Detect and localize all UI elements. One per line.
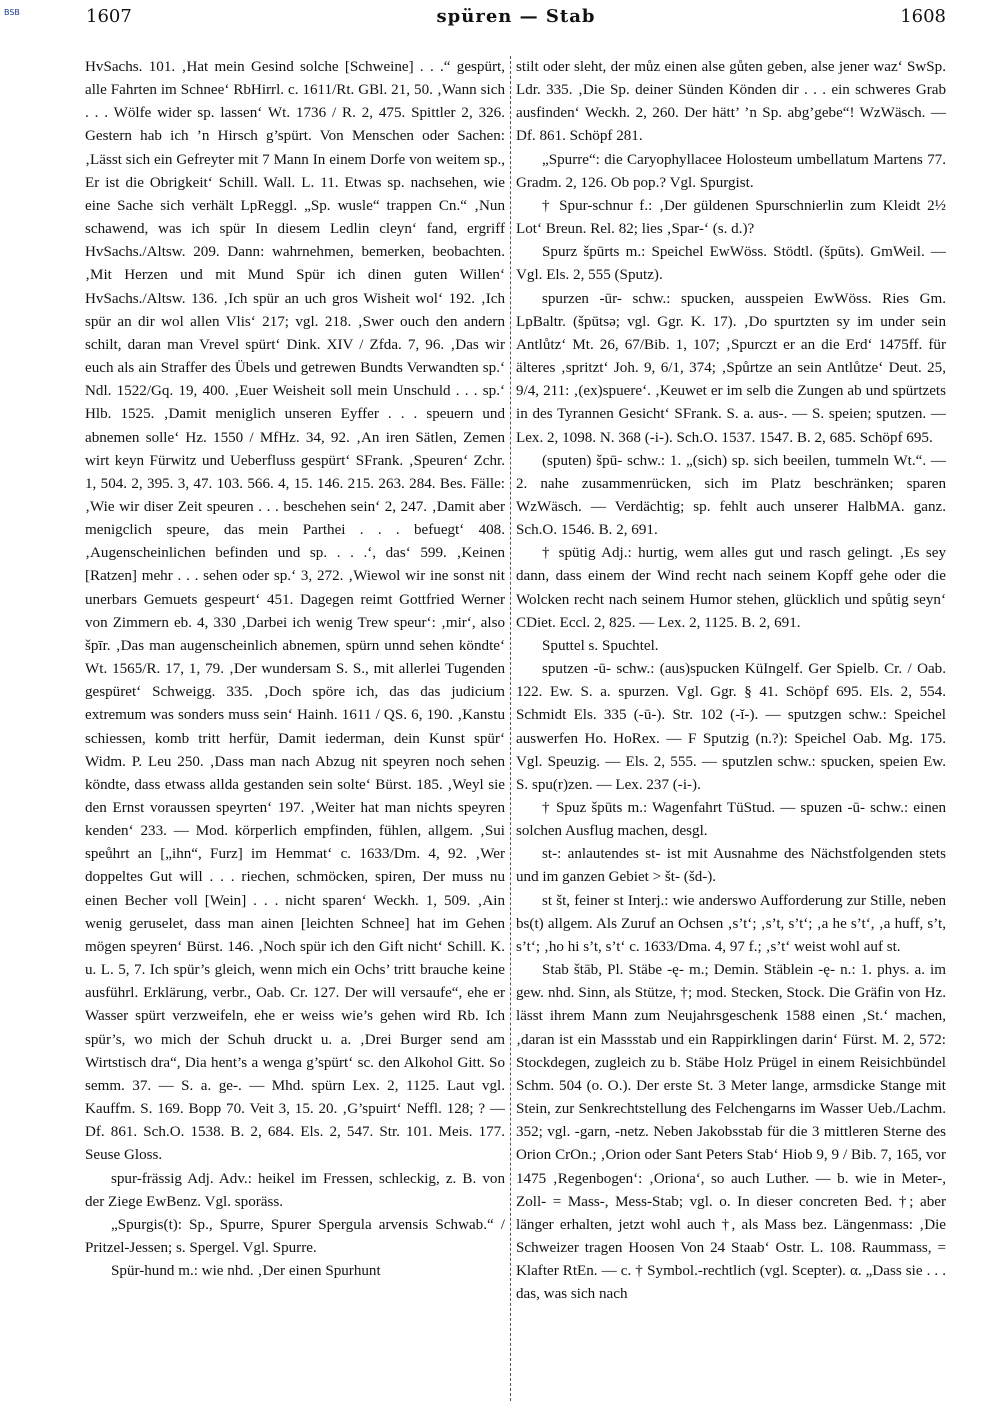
column-divider — [510, 56, 511, 1401]
entry-spuer-hund: Spür-hund m.: wie nhd. ‚Der einen Spurhunt — [111, 1263, 381, 1280]
left-column — [85, 56, 505, 1401]
page-number-left: 1607 — [86, 6, 132, 27]
entry-spurz: Spurz špūrts m.: Speichel EwWöss. Stödtl. (špūts). GmWeil. — Vgl. Els. 2, 555 (Sputz). — [516, 244, 946, 284]
running-title: spüren — Stab — [436, 6, 596, 27]
page-header — [86, 6, 946, 32]
entry-st-prefix: st-: anlautendes st- ist mit Ausnahme des Nächstfolgenden stets und im ganzen Gebiet > št- (šd-). — [516, 846, 946, 886]
library-stamp: BSB — [4, 8, 20, 17]
entry-spuetig: † spütig Adj.: hurtig, wem alles gut und rasch gelingt. ‚Es sey dann, dass einem der Wind recht nach seinem Kopff gehe oder die Wolcken recht nach seinem Humor stehen, glücklich und spůtig seyn‘ CDiet. Eccl. 2, 825. — Lex. 2, 1125. B. 2, 691. — [516, 545, 946, 631]
entry-spurzen: spurzen -ūr- schw.: spucken, ausspeien EwWöss. Ries Gm. LpBaltr. (špūtsə; vgl. Ggr. K. 17). ‚Do spurtzten sy im under sein Antlůtz‘ Mt. 26, 67/Bib. 1, 107; ‚Spurczt er an die Erd‘ 1475ff. für älteres ‚spritzt‘ Joh. 9, 6/1, 374; ‚Spůrtze an sein Antlůtze‘ Deut. 25, 9/4, 211: ‚(ex)spuere‘. ‚Keuwet er im selb die Zungen ab und spürtzets in des Tyrannen Gesicht‘ SFrank. S. a. aus-. — S. speien; sputzen. — Lex. 2, 1098. N. 368 (-i-). Sch.O. 1537. 1547. B. 2, 685. Schöpf 695. — [516, 290, 946, 446]
entry-spueren-continued: HvSachs. 101. ‚Hat mein Gesind solche [Schweine] . . .“ gespürt, alle Fahrten im Schnee‘ RbHirrl. c. 1611/Rt. GBl. 21, 50. ‚Wann sich . . . Wölfe wider sp. lassen‘ Wt. 1736 / R. 2, 475. Spittler 2, 326. Gestern hab ich ’n Hirsch g’spürt. Von Menschen oder Sachen: ‚Lässt sich ein Gefreyter mit 7 Mann In einem Dorfe von weitem sp., Er ist die Obrigkeit‘ Schill. Wall. L. 11. Etwas sp. nachsehen, wie eine Sache sich verhält LpReggl. „Sp. wusle“ trappen Cn.“ ‚Nun schawend, was ich spür In diesem Ledlin cleyn‘ fand, ergriff HvSachs./Altsw. 209. Dann: wahrnehmen, bemerken, beobachten. ‚Mit Herzen und mit Mund Spür ich dinen guten Willen‘ HvSachs./Altsw. 136. ‚Ich spür an uch gros Wisheit wol‘ 192. ‚Ich spür an dir wol allen Vlis‘ 217; vgl. 218. ‚Swer ouch den andern schilt, daran man Vrevel spürt‘ Dink. XIV / Zfda. 7, 96. ‚Das wir euch als ain Straffer des Übels und getrewen Bundts Verwandten sp.‘ Ndl. 1522/Gq. 19, 400. ‚Euer Weisheit soll mein Unschuld . . . sp.‘ Hlb. 1525. ‚Damit meniglich unseren Eyffer . . . speuern und abnemen solle‘ Hz. 1550 / MfHz. 34, 92. ‚An iren Sätlen, Zemen wirt keyn Fürwitz und Ueberfluss gespürt‘ SFrank. ‚Speuren‘ Zchr. 1, 504. 2, 395. 3, 47. 103. 566. 4, 15. 146. 215. 263. 284. Bes. Fälle: ‚Wie wir diser Zeit speuren . . . beschehen sein‘ 2, 247. ‚Damit aber menigclich speure, das mein Parthei . . . befuegt‘ 408. ‚Augenscheinlichen befinden und sp. . . .‘, das‘ 599. ‚Keinen [Ratzen] mehr . . . sehen oder sp.‘ 3, 272. ‚Wiewol wir ine sonst nit unerbars Gemuets gespeurt‘ 451. Dagegen reimt Gottfried Werner von Zimmern eb. 4, 330 ‚Darbei ich wenig Trew speur‘: ‚mir‘, also špīr. ‚Das man augenscheinlich abnemen, spürn unnd sehen köndte‘ Wt. 1565/R. 17, 1, 79. ‚Der wundersam S. S., mit allerlei Tugenden gespüret‘ Schweigg. 335. ‚Doch spöre ich, das das judicium extremum was sonders muss sein‘ Hainh. 1611 / QS. 6, 190. ‚Kanstu schiessen, komb tritt herfür, Damit iederman, dein Kunst spür‘ Widm. P. Leu 250. ‚Dass man nach Abzug nit speyren noch sehen köndte, dass etwass allda gestanden sein solte‘ Bürst. 185. ‚Weyl sie den Ernst voraussen speyrten‘ 197. ‚Weiter hat man nichts speyren kenden‘ 233. — Mod. körperlich empfinden, fühlen, allgem. ‚Sui speůhrt an [„ihn“, Furz] im Hemmat‘ c. 1633/Dm. 4, 92. ‚Wer doppeltes Gut will . . . riechen, schmöcken, spiren, Der muss nu einen Becher voll [Wein] . . . nicht sparen‘ Weckh. 1, 509. ‚Ain wenig geruselet, dass man ainen [leichten Schnee] hat im Gehen mögen speyren‘ Bürst. 146. ‚Noch spür ich den Gift nicht‘ Schill. K. u. L. 5, 7. Ich spür’s gleich, wenn mich ein Ochs’ tritt brauche keine ausführl. Erklärung, verbr., Oab. Cr. 127. Der will versaufe“, ehe er Wasser spürt verzweifeln, ehe er weiss wie’s gehen wird Rb. Ich spür’s, wo mich der Schuh druckt u. a. ‚Drei Burger send am Wirtstisch dra“, Dia hent’s a wenga g’spürt‘ sc. den Alkohol Gitt. So semm. 37. — S. a. ge-. — Mhd. spürn Lex. 2, 1125. Laut vgl. Kauffm. S. 169. Bopp 70. Veit 3, 15. 20. ‚G’spuirt‘ Neffl. 128; ? — Df. 861. Sch.O. 1538. B. 2, 684. Els. 2, 547. Str. 101. Meis. 177. Seuse Gloss. — [85, 59, 505, 1164]
entry-st-interj: st št, feiner st Interj.: wie anderswo Aufforderung zur Stille, neben bs(t) allgem. Als Zuruf an Ochsen ‚s’t‘; ‚s’t, s’t‘; ‚a he s’t‘, ‚a huff, s’t, s’t‘; ‚ho hi s’t, s’t‘ c. 1633/Dma. 4, 97 f.; ‚s’t‘ weist wohl auf st. — [516, 892, 946, 955]
entry-spurgist: „Spurgis(t): Sp., Spurre, Spurer Spergula arvensis Schwab.“ / Pritzel-Jessen; s. Spergel. Vgl. Spurre. — [85, 1216, 505, 1256]
entry-spur-schnur: † Spur-schnur f.: ‚Der güldenen Spurschnierlin zum Kleidt 2½ Lot‘ Breun. Rel. 82; lies ‚Spar-‘ (s. d.)? — [516, 197, 946, 238]
entry-spuz: † Spuz špūts m.: Wagenfahrt TüStud. — spuzen -ū- schw.: einen solchen Ausflug machen, desgl. — [516, 800, 946, 840]
page-number-right: 1608 — [900, 6, 946, 27]
entry-spur-fraessig: spur-frässig Adj. Adv.: heikel im Fressen, schleckig, z. B. von der Ziege EwBenz. Vgl. sporäss. — [85, 1170, 505, 1210]
entry-spurre: „Spurre“: die Caryophyllacee Holosteum umbellatum Martens 77. Gradm. 2, 126. Ob pop.? Vgl. Spurgist. — [516, 151, 946, 191]
entry-sputtel: Sputtel s. Spuchtel. — [542, 637, 659, 654]
entry-sputen: (sputen) špū- schw.: 1. „(sich) sp. sich beeilen, tummeln Wt.“. — 2. nahe zusammenrücken, sich im Platz beschränken; sparen WzWäsch. — Verdächtig; sp. fehlt auch unserer HalbMA. ganz. Sch.O. 1546. B. 2, 691. — [516, 452, 946, 539]
entry-continued-text: stilt oder sleht, der můz einen alse gůten geben, alse jener waz‘ SwSp. Ldr. 335. ‚Die Sp. deiner Sünden Könden dir . . . ein schweres Grab ausfinden‘ Weckh. 2, 260. Der hätt’ ’n Sp. abg’gebe“! WzWäsch. — Df. 861. Schöpf 281. — [516, 59, 946, 145]
entry-stab: Stab štāb, Pl. Stäbe -ę- m.; Demin. Stäblein -ę- n.: 1. phys. a. im gew. nhd. Sinn, als Stütze, †; mod. Stecken, Stock. Die Gräfin von Hz. lässt ihrem Mann zum Neujahrsgeschenk 1588 einen ‚St.‘ machen, ‚daran ist ein Massstab und ein Rappirklingen darin‘ Fürst. M. 2, 572: Stockdegen, zugleich zu b. Stäbe Holz Prügel in einem Reisichbündel Schm. 504 (o. O.). Der erste St. 3 Meter lange, armsdicke Stange mit Stein, zur Senkrechtstellung des Felchengarns im Wasser Ueb./Lachm. 352; vgl. -garn, -netz. Neben Jakobsstab für die 3 mittleren Sterne des Orion CrOn.; ‚Orion oder Sant Peters Stab‘ Hiob 9, 9 / Bib. 7, 165, vor 1475 ‚Regenbogen‘: ‚Oriona‘, so auch Luther. — b. wie in Meter-, Zoll- = Mass-, Mess-Stab; vgl. o. In dieser concreten Bed. †; aber länger erhalten, jetzt wohl auch †, als Mass bez. Längenmass: ‚Die Schweizer tragen Hoosen Von 24 Staab‘ Ostr. L. 108. Raummass, = Klafter RtEn. — c. † Symbol.-rechtlich (vgl. Scepter). α. „Dass sie . . . das, was sich nach — [516, 962, 946, 1303]
right-column — [516, 56, 946, 1401]
entry-sputzen: sputzen -ū- schw.: (aus)spucken KüIngelf. Ger Spielb. Cr. / Oab. 122. Ew. S. a. spurzen. Vgl. Ggr. § 41. Schöpf 695. Els. 2, 554. Schmidt Els. 335 (-ū-). Str. 102 (-ĭ-). — sputzgen schw.: Speichel auswerfen Ho. HoRex. — F Sputzig (n.?): Speichel Oab. Mg. 175. Vgl. Speuzig. — Els. 2, 555. — sputzlen schw.: spucken, speien Ew. S. spu(r)zen. — Lex. 237 (-i-). — [516, 661, 946, 793]
